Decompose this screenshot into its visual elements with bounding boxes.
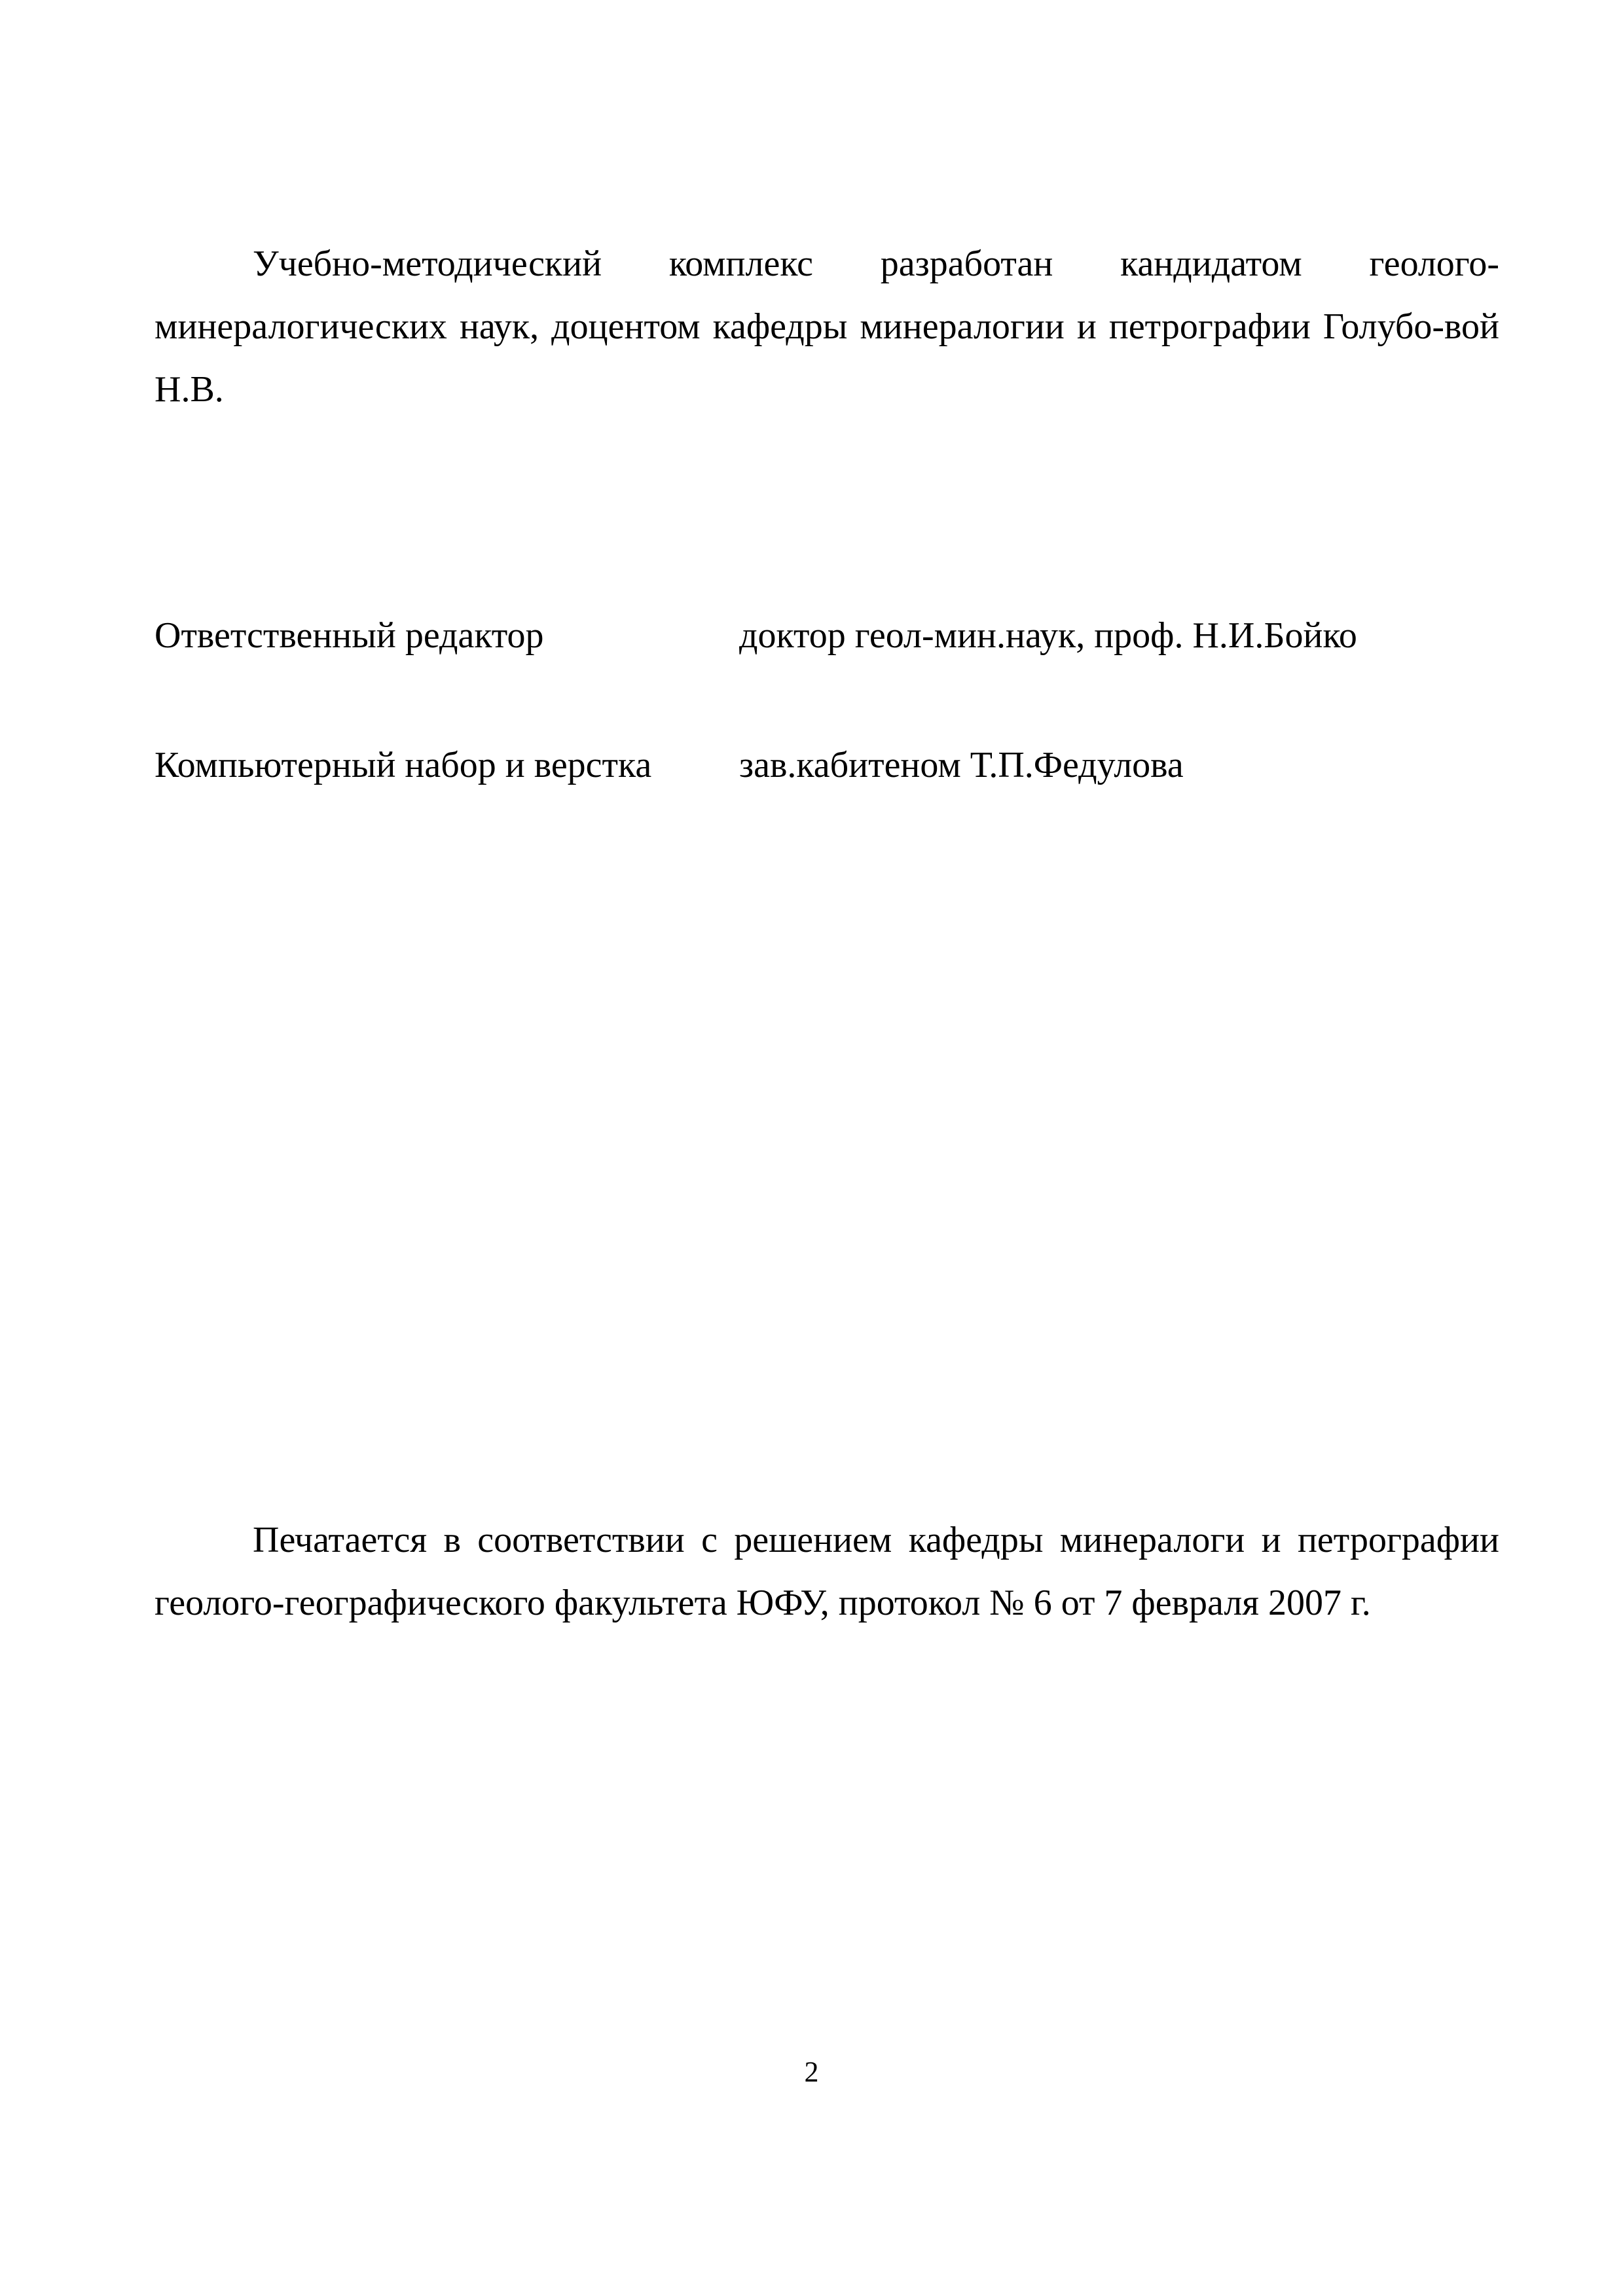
typesetting-label: Компьютерный набор и верстка — [155, 745, 652, 785]
print-approval-paragraph: Печатается в соответствии с решением кафедры минералоги и петрографии геолого-географического факультета ЮФУ, протокол № 6 от 7 февраля 2007 г. — [155, 1520, 1499, 1623]
responsible-editor-value: доктор геол-мин.наук, проф. Н.И.Бойко — [739, 615, 1357, 656]
credits-paragraph: Учебно-методический комплекс разработан кандидатом геолого-минералогических наук, доцентом кафедры минералогии и петрографии Голубо-вой Н.В. — [155, 243, 1499, 410]
typesetting-value: зав.кабитеном Т.П.Федулова — [739, 745, 1184, 785]
responsible-editor-label: Ответственный редактор — [155, 615, 544, 656]
page-number: 2 — [804, 2056, 819, 2088]
